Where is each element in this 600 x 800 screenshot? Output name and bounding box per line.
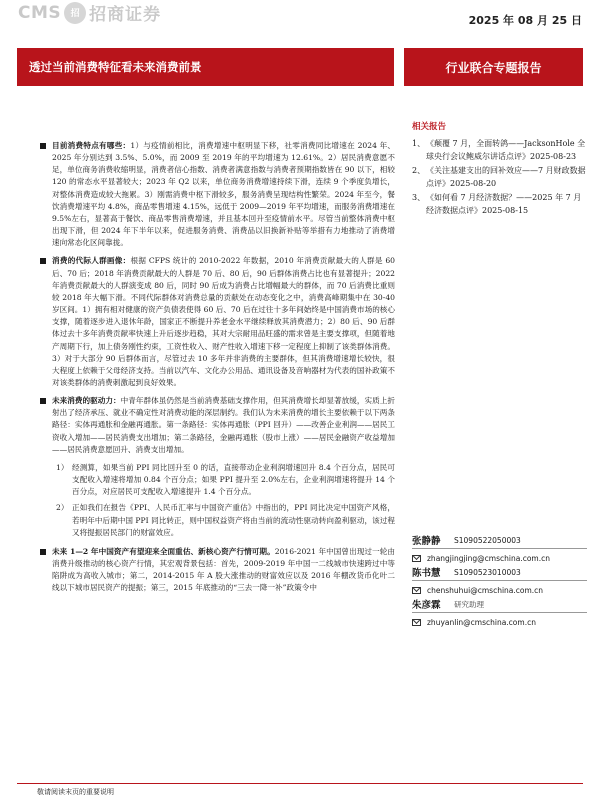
analyst-name-row [412,565,587,579]
paragraph-heading: 消费的代际人群画像： [52,256,131,266]
related-heading: 相关报告 [412,122,447,132]
related-title[interactable]: 《颠覆 7 月，全面转鸽——JacksonHole 全球央行会议鲍威尔讲话点评》2025-08-23 [426,139,586,161]
related-number: 3、 [412,193,426,202]
footer-divider [17,783,583,784]
list-number: 2） [56,503,69,513]
paragraph-text: 根据 CFPS 统计的 2010-2022 年数据，2010 年消费贡献最大的人群是 60 后、70 后；2018 年消费贡献最大的人群是 70 后、80 后，90 后群体消费占比也有显著提升；2022 年消费贡献最大的人群演变成 80 后，同时 90 后成为消费占比增幅最大的群体，而 70 后消费比重则较 2018 年大幅下滑。不同代际群体对消费总量的贡献处在动态变化之中，消费高峰期集中在 30-40 岁区间。1）拥有相对健康的资产负债表使得 60 后、70 后在过往十多年间始终是中国消费市场的核心支撑，随着逐步进入退休年龄，国家正不断提升养老金水平继续释放其消费潜力；2）80 后、90 后群体过去十多年消费贡献率快速上升后逐步趋稳，其对大宗耐用品旺盛的需求曾是主要支撑项，但随着地产周期下行，加上债务刚性约束，工资性收入、财产性收入增速下移一定程度上抑制了该类群体消费。3）对于大部分 90 后群体而言，尽管过去 10 多年并非消费的主要群体，但其消费增速增长较快，很大程度上依赖于父母经济支持。当前以汽车、文化办公用品、通讯设备及音响器材为代表的国补政策不对该类群体的消费刺激起到良好效果。 [52,256,395,387]
analyst-email-row [412,583,587,597]
report-title: 透过当前消费特征看未来消费前景 [29,60,202,74]
report-type-banner [404,48,583,86]
related-report-item[interactable] [412,192,587,217]
related-reports [412,120,587,219]
analyst-email[interactable]: zhuyanlin@cmschina.com.cn [427,617,536,627]
related-title[interactable]: 《如何看 7 月经济数据？——2025 年 7 月经济数据点评》2025-08-15 [426,193,582,215]
analyst-cert: S1090523010003 [454,567,521,577]
paragraph-generations [52,255,395,389]
analyst-email[interactable]: chenshuhui@cmschina.com.cn [427,585,544,595]
logo-emblem-icon: 招 [64,2,86,24]
paragraph-outlook [52,546,395,595]
divider [412,580,587,581]
list-item [52,502,395,538]
paragraph-current-features [52,140,395,249]
paragraph-heading: 未来 1—2 年中国资产有望迎来全面重估、新核心资产行情可期。 [52,546,275,556]
analyst-email[interactable]: zhangjingjing@cmschina.com.cn [427,553,550,563]
paragraph-heading: 未来消费的驱动力： [52,396,121,406]
related-number: 2、 [412,166,426,175]
analyst-email-row [412,615,587,629]
main-content [52,140,395,600]
mail-icon [412,555,421,562]
list-number: 1） [56,462,69,472]
analyst-email-row [412,551,587,565]
analyst-name: 张静静 [412,536,441,547]
square-bullet-icon [40,258,46,264]
list-text: 正如我们在报告《PPI、人民币汇率与中国资产重估》中指出的，PPI 同比决定中国资产风格，若明年中后期中国 PPI 同比转正，则中国权益资产将由当前的流动性驱动转向盈利驱动，该过程又将提振居民部门的财富效应。 [72,503,395,537]
analyst-name: 朱彦霖 [412,600,441,611]
mail-icon [412,619,421,626]
related-report-item[interactable] [412,165,587,190]
square-bullet-icon [40,143,46,149]
title-banner [17,48,394,86]
paragraph-text: 中青年群体虽仍然是当前消费基础支撑作用，但其消费增长却显著放缓，实质上折射出了经济承压、就业不确定性对消费动能的深层制约。我们认为未来消费的增长主要依赖于以下两条路径：实体再通胀和金融再通胀。第一条路径：实体再通胀（PPI 回升）——改善企业利润——居民工资收入增加——居民消费支出增加；第二条路径，金融再通胀（股市上涨）——居民金融资产收益增加——居民消费意愿回升、消费支出增加。 [52,396,395,454]
analyst-title: 研究助理 [454,599,484,609]
analyst-name-row [412,597,587,611]
numbered-list [52,462,395,539]
analyst-list [412,533,587,629]
cms-logo [18,0,161,25]
divider [412,612,587,613]
square-bullet-icon [40,549,46,555]
paragraph-heading: 目前消费特点有哪些： [52,141,131,150]
paragraph-text: 1）与疫情前相比，消费增速中枢明显下移，社零消费同比增速在 2024 年、2025 年分别达到 3.5%、5.0%，而 2009 至 2019 年的平均增速为 12.61%。2）居民消费意愿不足，单位商务消费收缩明显，消费者信心指数、消费者满意指数与消费者预期指数皆在 90 以下，相较 120 的常态水平显著较大；2023 年 Q2 以来，单位商务消费增速持续下滑，连续 9 个季度负增长，对整体消费造成较大拖累。3）刚需消费中枢下滑较多，服务消费呈现结构性繁荣。2024 年至今，餐饮消费增速平均 4.8%，商品零售增速 4.15%，远低于 2009—2019 年平均增速，而服务消费增速在 9.5%左右，显著高于餐饮、商品零售消费增速，并且基本回升至疫情前水平。尽管当前整体消费中枢出现下滑，但 2024 年下半年以来，促进服务消费、消费品以旧换新补贴等举措有力地推动了消费增速向常态化区间靠拢。 [52,141,396,248]
footer-note: 敬请阅读末页的重要说明 [37,788,114,796]
logo-chinese: 招商证券 [89,5,162,25]
related-title[interactable]: 《关注基建支出的回补效应——7 月财政数据点评》2025-08-20 [426,166,586,188]
analyst-name: 陈书慧 [412,568,441,579]
report-type: 行业联合专题报告 [445,60,542,75]
mail-icon [412,587,421,594]
list-item [52,462,395,498]
paragraph-drivers [52,395,395,456]
related-number: 1、 [412,139,426,148]
paragraph-text: 2016-2021 年中国曾出现过一轮由消费升级推动的核心资产行情，其宏观背景包括：首先，2009-2019 年中国一二线城市快速跨过中等陷阱成为高收入城市；第二，2014-2015 年 A 股大涨推动的财富效应以及 2016 年棚改货币化叶二线以下城市居民资产的提振；第三，2015 年底推动的“三去一降一补”政策令中 [52,546,395,593]
analyst-name-row [412,533,587,547]
divider [412,548,587,549]
list-text: 经测算，如果当前 PPI 同比回升至 0 的话，直接带动企业利润增速回升 8.4 个百分点，居民可支配收入增速将增加 0.84 个百分点；如果 PPI 提升至 2.0%左右，企业利润增速将提升 14 个百分点，对应居民可支配收入增速提升 1.4 个百分点。 [72,462,395,497]
header-bar [0,0,600,26]
report-date: 2025 年 08 月 25 日 [468,14,582,27]
logo-latin: CMS [18,2,62,23]
related-report-item[interactable] [412,138,587,163]
analyst-cert: S1090522050003 [454,535,521,545]
square-bullet-icon [40,398,46,404]
